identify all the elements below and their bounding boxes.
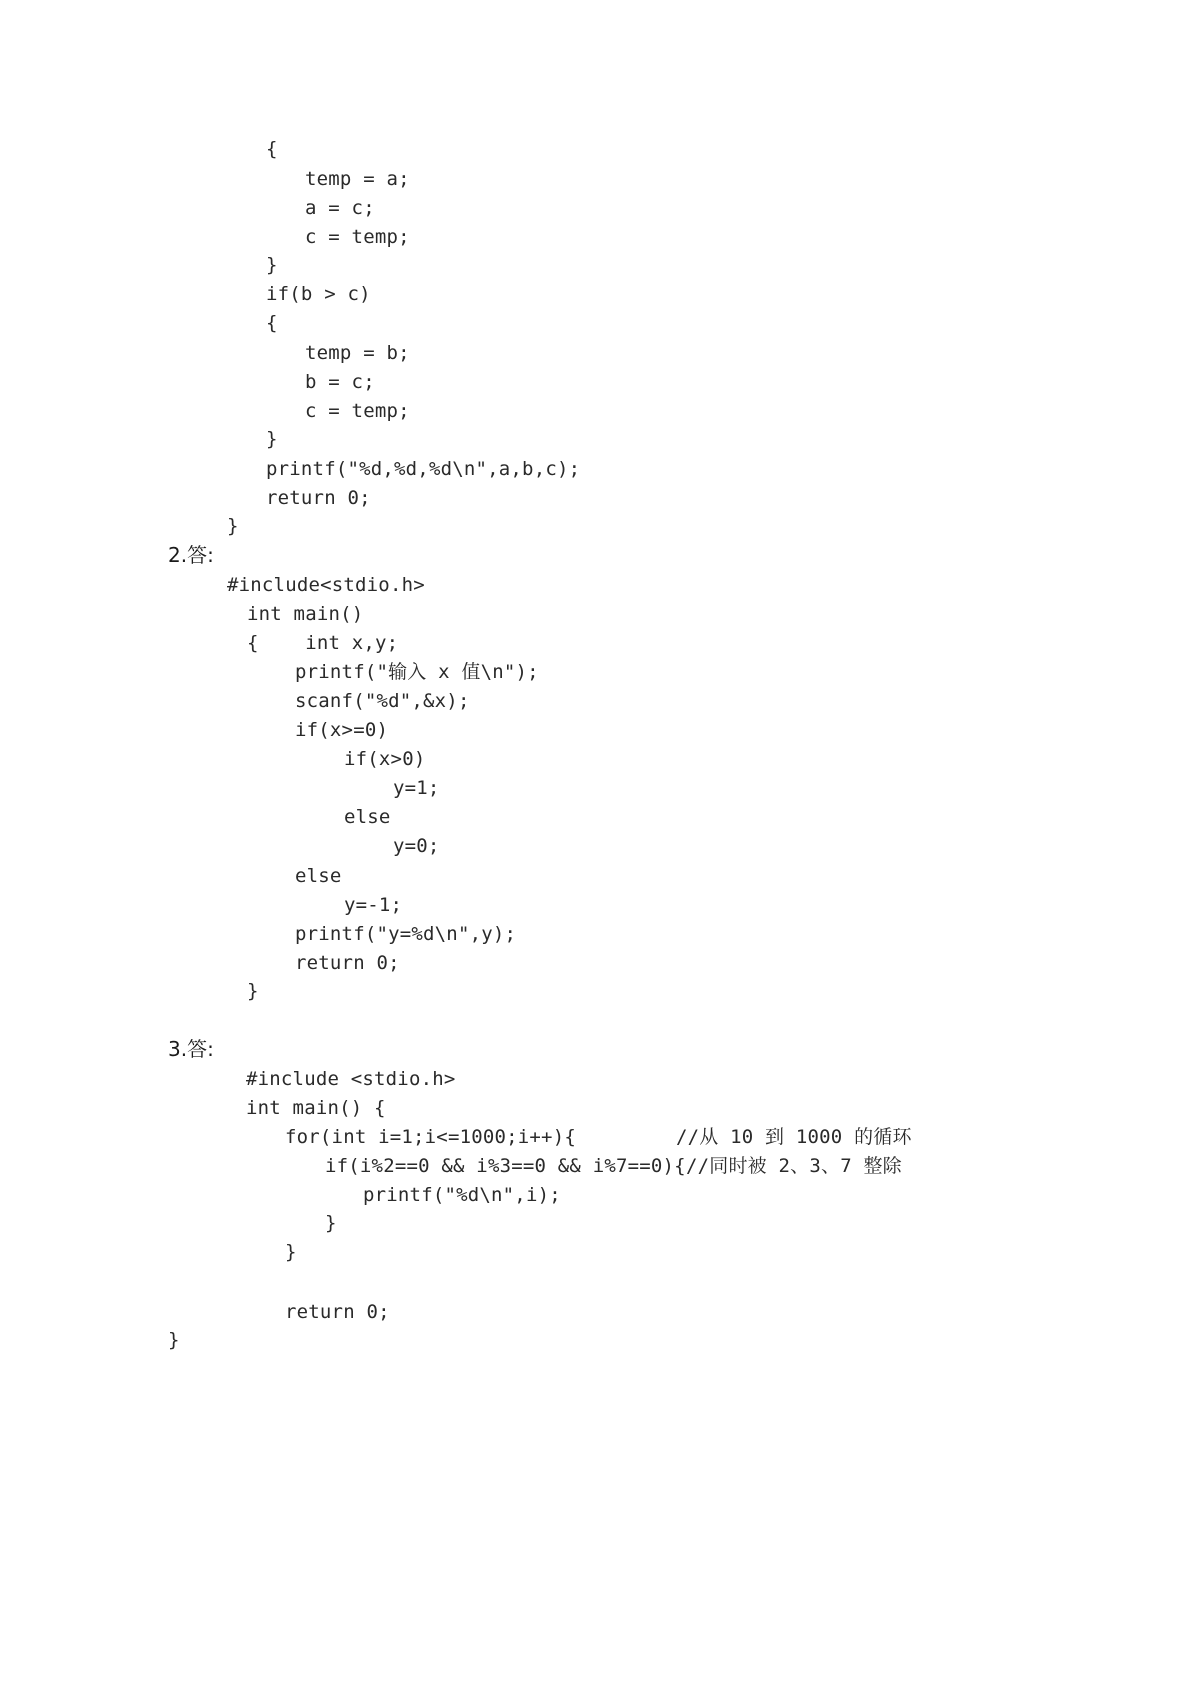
code-line: temp = a;: [305, 168, 410, 190]
code-line: y=-1;: [344, 894, 403, 916]
code-line: int main(): [247, 603, 364, 625]
code-line: }: [325, 1212, 337, 1234]
code-line: for(int i=1;i<=1000;i++){: [285, 1126, 576, 1148]
code-line: }: [266, 428, 278, 450]
code-line: a = c;: [305, 197, 375, 219]
code-line: return 0;: [266, 487, 371, 509]
code-line: return 0;: [285, 1301, 390, 1323]
code-line: y=1;: [393, 777, 440, 799]
code-line: return 0;: [295, 952, 400, 974]
code-line: y=0;: [393, 835, 440, 857]
code-line: printf("输入 x 值\n");: [295, 661, 539, 683]
section-3-heading: 3.答:: [168, 1037, 214, 1061]
code-line: b = c;: [305, 371, 375, 393]
code-line: }: [168, 1329, 180, 1351]
code-line: { int x,y;: [247, 632, 399, 654]
code-line: #include<stdio.h>: [227, 574, 425, 596]
code-line: }: [247, 980, 259, 1002]
code-line: c = temp;: [305, 400, 410, 422]
code-line: temp = b;: [305, 342, 410, 364]
section-2-heading: 2.答:: [168, 543, 214, 567]
code-line: {: [266, 138, 278, 160]
code-line: c = temp;: [305, 226, 410, 248]
code-line: }: [266, 254, 278, 276]
code-line: }: [285, 1241, 297, 1263]
code-line: if(x>0): [344, 748, 426, 770]
code-line: #include <stdio.h>: [246, 1068, 456, 1090]
code-line: printf("y=%d\n",y);: [295, 923, 517, 945]
code-line: int main() {: [246, 1097, 386, 1119]
code-line: else: [295, 865, 342, 887]
code-line: printf("%d,%d,%d\n",a,b,c);: [266, 458, 581, 480]
code-line: if(b > c): [266, 283, 371, 305]
code-line: printf("%d\n",i);: [363, 1184, 561, 1206]
code-line: if(x>=0): [295, 719, 389, 741]
code-comment: //同时被 2、3、7 整除: [686, 1155, 902, 1177]
code-line: else: [344, 806, 391, 828]
code-line: {: [266, 312, 278, 334]
code-line: if(i%2==0 && i%3==0 && i%7==0){: [325, 1155, 686, 1177]
code-comment: //从 10 到 1000 的循环: [676, 1126, 912, 1148]
code-line: scanf("%d",&x);: [295, 690, 470, 712]
code-line: }: [227, 515, 239, 537]
